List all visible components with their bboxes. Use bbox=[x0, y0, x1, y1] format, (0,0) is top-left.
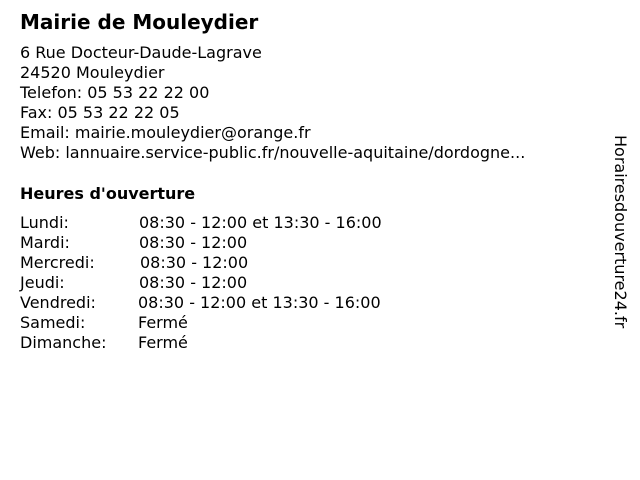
time-value: 08:30 - 12:00 bbox=[139, 273, 248, 292]
time-value: 08:30 - 12:00 bbox=[139, 233, 248, 252]
day-label: Jeudi: bbox=[20, 273, 65, 292]
phone-number: Telefon: 05 53 22 22 00 bbox=[20, 83, 210, 102]
time-value: 08:30 - 12:00 bbox=[140, 253, 249, 272]
day-label: Samedi: bbox=[20, 313, 86, 332]
day-label: Mercredi: bbox=[20, 253, 95, 272]
day-label: Mardi: bbox=[20, 233, 70, 252]
site-brand-watermark: Horairesdouverture24.fr bbox=[611, 135, 630, 329]
time-value: Fermé bbox=[138, 333, 188, 352]
day-label: Dimanche: bbox=[20, 333, 107, 352]
city-postal-code: 24520 Mouleydier bbox=[20, 63, 165, 82]
day-label: Lundi: bbox=[20, 213, 69, 232]
day-label: Vendredi: bbox=[20, 293, 96, 312]
street-address: 6 Rue Docteur-Daude-Lagrave bbox=[20, 43, 262, 62]
time-value: 08:30 - 12:00 et 13:30 - 16:00 bbox=[139, 213, 382, 232]
time-value: 08:30 - 12:00 et 13:30 - 16:00 bbox=[138, 293, 381, 312]
opening-hours-heading: Heures d'ouverture bbox=[20, 184, 196, 203]
website-url: Web: lannuaire.service-public.fr/nouvelle-aquitaine/dordogne... bbox=[20, 143, 526, 162]
page-title: Mairie de Mouleydier bbox=[20, 10, 259, 34]
fax-number: Fax: 05 53 22 22 05 bbox=[20, 103, 180, 122]
time-value: Fermé bbox=[138, 313, 188, 332]
email-address: Email: mairie.mouleydier@orange.fr bbox=[20, 123, 311, 142]
address-block bbox=[20, 43, 525, 163]
